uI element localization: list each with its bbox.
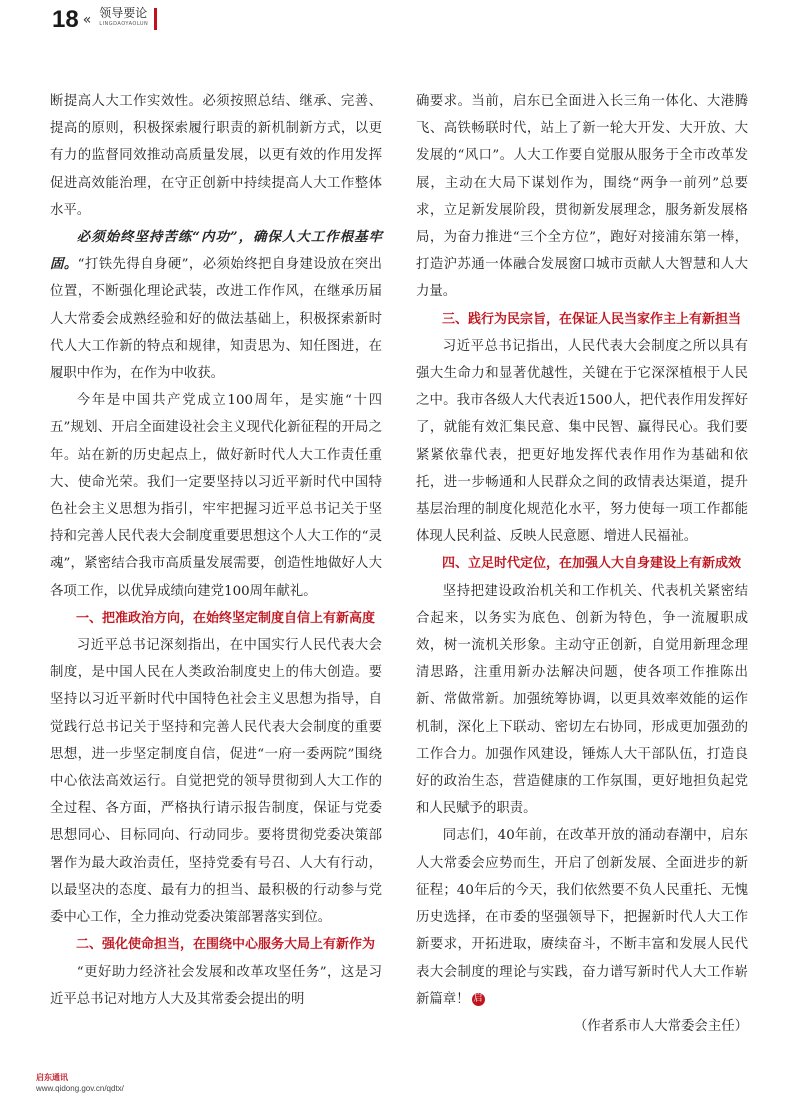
end-mark-icon: 启 [473,993,483,1004]
paragraph [416,333,748,551]
paragraph [416,578,748,823]
chevron-icon: « [82,12,92,28]
author-signature: （作者系市人大常委会主任） [573,1018,748,1034]
header-accent-bar [154,8,157,30]
paragraph-text: “更好助力经济社会发展和改革攻坚任务”，这是习近平总书记对地方人大及其常委会提出的明 [50,964,382,1007]
paragraph [50,959,382,1013]
paragraph-text: 同志们，40年前，在改革开放的涌动春潮中，启东人大常委会应势而生，开启了创新发展、全面进步的新征程；40年后的今天，我们依然要不负人民重托、无愧历史选择，在市委的坚强领导下，把握新时代人大工作新要求，开拓进取，赓续奋斗，不断丰富和发展人民代表大会制度的理论与实践，奋力谱写新时代人大工作崭新篇章！ [416,828,748,1007]
paragraph [50,224,382,387]
paragraph-text: 确要求。当前，启东已全面进入长三角一体化、大港腾飞、高铁畅联时代，站上了新一轮大开发、大开放、大发展的“风口”。人大工作要自觉服从服务于全市改革发展，主动在大局下谋划作为，围绕“两争一前列”总要求，立足新发展阶段，贯彻新发展理念，服务新发展格局，为奋力推进“三个全方位”，跑好对接浦东第一棒，打造沪苏通一体融合发展窗口城市贡献人大智慧和人大力量。 [416,94,748,300]
paragraph [50,387,382,605]
paragraph-text: 断提高人大工作实效性。必须按照总结、继承、完善、提高的原则，积极探索履行职责的新机制新方式，以更有力的监督同效推动高质量发展，以更有效的作用发挥促进高效能治理，在守正创新中持续提高人大工作整体水平。 [50,94,382,218]
right-column [416,88,748,1040]
paragraph-text: “打铁先得自身硬”，必须始终把自身建设放在突出位置，不断强化理论武装，改进工作作风，在继承历届人大常委会成熟经验和好的做法基础上，积极探索新时代人大工作新的特点和规律，知责思为、知任图进，在履职中作为，在作为中收获。 [50,257,382,382]
paragraph [416,88,748,306]
footer-brand: 启东通讯 [36,1073,68,1082]
footer-url: www.qidong.gov.cn/qdtx/ [36,1084,124,1093]
paragraph [416,822,748,1012]
paragraph [50,88,382,224]
page-footer [36,1072,124,1094]
paragraph-text: 习近平总书记深刻指出，在中国实行人民代表大会制度，是中国人民在人类政治制度史上的伟大创造。要坚持以习近平新时代中国特色社会主义思想为指导，自觉践行总书记关于坚持和完善人民代表大会制度的重要思想，进一步坚定制度自信，促进“一府一委两院”围绕中心依法高效运行。自觉把党的领导贯彻到人大工作的全过程、各方面，严格执行请示报告制度，保证与党委思想同心、目标同向、行动同步。要将贯彻党委决策部署作为最大政治责任，坚持党委有号召、人大有行动，以最坚决的态度、最有力的担当、最积极的行动参与党委中心工作，全力推动党委决策部署落实到位。 [50,638,382,926]
paragraph-text: 坚持把建设政治机关和工作机关、代表机关紧密结合起来，以务实为底色、创新为特色，争一流履职成效，树一流机关形象。主动守正创新，自觉用新理念理清思路，注重用新办法解决问题，使各项工作推陈出新、常做常新。加强统筹协调，以更具效率效能的运作机制，深化上下联动、密切左右协同，形成更加强劲的工作合力。加强作风建设，锤炼人大干部队伍，打造良好的政治生态，营造健康的工作氛围，更好地担负起党和人民赋予的职责。 [416,583,748,817]
section-pinyin: LINGDAOYAOLUN [99,21,149,27]
section-heading: 一、把准政治方向，在始终坚定制度自信上有新高度 [76,610,376,626]
section-heading: 三、践行为民宗旨，在保证人民当家作主上有新担当 [442,311,742,327]
section-heading: 二、强化使命担当，在围绕中心服务大局上有新作为 [76,937,376,953]
paragraph-text: 习近平总书记指出，人民代表大会制度之所以具有强大生命力和显著优越性，关键在于它深深植根于人民之中。我市各级人大代表近1500人，把代表作用发挥好了，就能有效汇集民意、集中民智、赢得民心。我们要紧紧依靠代表，把更好地发挥代表作用作为基础和依托，进一步畅通和人民群众之间的政情表达渠道，提升基层治理的制度化规范化水平，努力使每一项工作都能体现人民利益、反映人民意愿、增进人民福祉。 [416,338,748,545]
section-label [99,6,148,28]
paragraph-text: 今年是中国共产党成立100周年，是实施“十四五”规划、开启全面建设社会主义现代化新征程的开局之年。站在新的历史起点上，做好新时代人大工作责任重大、使命光荣。我们一定要坚持以习近平新时代中国特色社会主义思想为指引，牢牢把握习近平总书记关于坚持和完善人民代表大会制度重要思想这个人大工作的“灵魂”，紧密结合我市高质量发展需要，创造性地做好人大各项工作，以优异成绩向建党100周年献礼。 [50,393,382,599]
page-number: 18 [52,6,79,33]
left-column [50,88,382,1013]
page-header [52,6,157,36]
paragraph [50,632,382,931]
section-title: 领导要论 [99,6,148,20]
paragraph-lead: 必须始终坚持苦练“内功”，确保人大工作根基牢固。 [50,229,382,273]
section-heading: 四、立足时代定位，在加强人大自身建设上有新成效 [442,556,742,572]
